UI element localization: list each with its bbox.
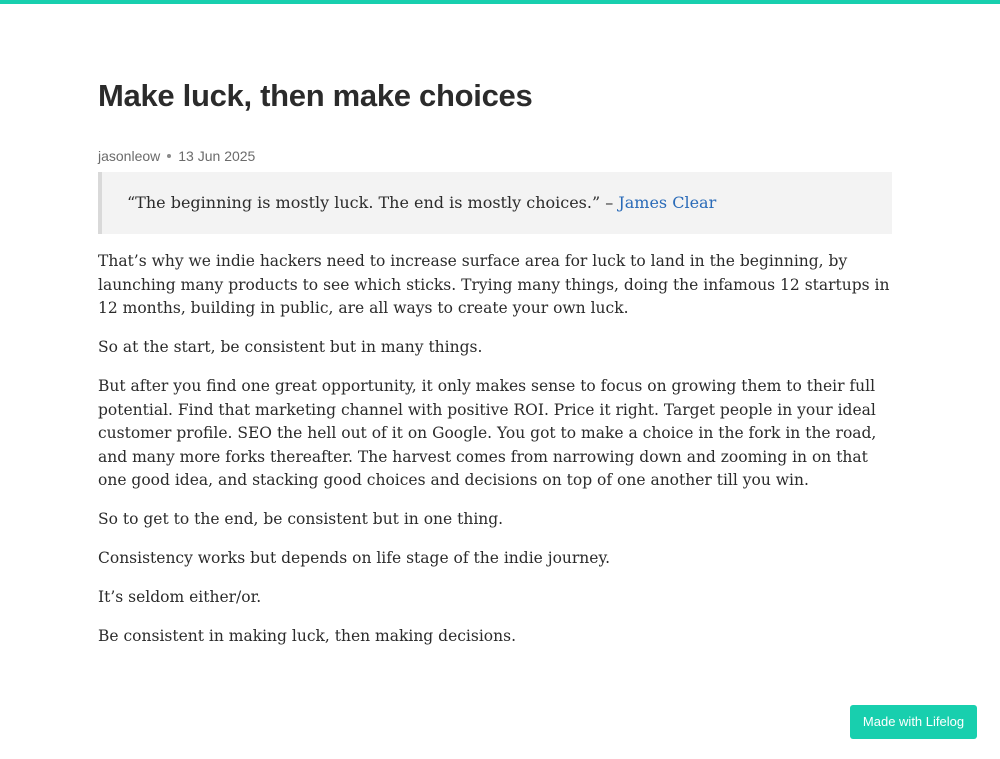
paragraph: That’s why we indie hackers need to increase surface area for luck to land in the beginning, by launching many products to see which sticks. Trying many things, doing the infamous 12 startups in 12 months, building in public, are all ways to create your own luck.	[98, 252, 890, 317]
paragraph: So at the start, be consistent but in many things.	[98, 338, 483, 356]
paragraph: Be consistent in making luck, then making decisions.	[98, 627, 517, 645]
top-accent-bar	[0, 0, 1000, 4]
author-name: jasonleow	[98, 148, 161, 164]
post-date: 13 Jun 2025	[178, 148, 256, 164]
post-meta	[98, 146, 255, 166]
quote-text: “The beginning is mostly luck. The end is mostly choices.” –	[127, 193, 614, 212]
page-title: Make luck, then make choices	[98, 78, 533, 113]
article-body	[98, 250, 892, 664]
quote-attribution-link[interactable]: James Clear	[618, 193, 717, 212]
paragraph: It’s seldom either/or.	[98, 588, 262, 606]
paragraph: So to get to the end, be consistent but in one thing.	[98, 510, 504, 528]
paragraph: Consistency works but depends on life stage of the indie journey.	[98, 549, 611, 567]
separator-dot-icon	[167, 154, 171, 158]
made-with-lifelog-button[interactable]: Made with Lifelog	[850, 705, 977, 739]
paragraph: But after you find one great opportunity, it only makes sense to focus on growing them to their full potential. Find that marketing channel with positive ROI. Price it right. Target people in your ideal customer profile. SEO the hell out of it on Google. You got to make a choice in the fork in the road, and many more forks thereafter. The harvest comes from narrowing down and zooming in on that one good idea, and stacking good choices and decisions on top of one another till you win.	[98, 377, 877, 489]
pull-quote	[98, 172, 892, 234]
